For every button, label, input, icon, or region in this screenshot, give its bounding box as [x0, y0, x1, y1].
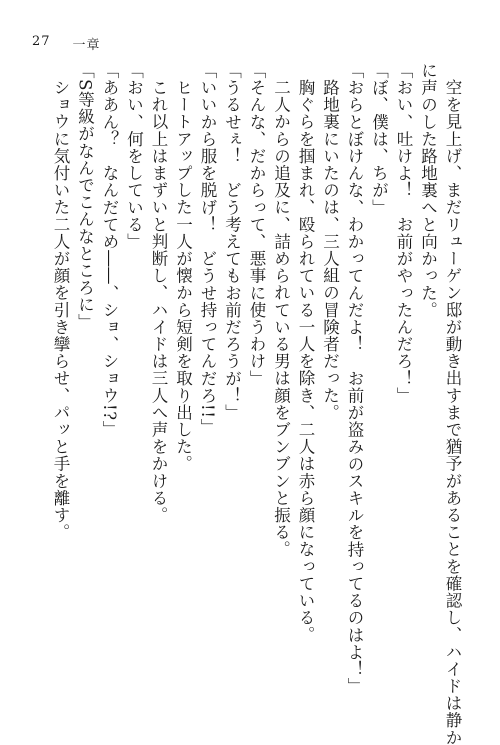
text-line: 「おらとぼけんな、わかってんだよ！ お前が盗みのスキルを持ってるのはよ！」	[345, 62, 364, 695]
text-line: 二人からの追及に、詰められている男は顔をブンブンと振る。	[271, 78, 291, 558]
text-line: 空を見上げ、まだリューゲン邸が動き出すまで猶予があることを確認し、ハイドは静か	[443, 78, 462, 745]
page-number: 27	[32, 34, 51, 49]
text-line: これ以上はまずいと判断し、ハイドは三人へ声をかける。	[149, 78, 168, 524]
text-line: 「おい、何をしている」	[124, 62, 144, 251]
text-line: 路地裏にいたのは、三人組の冒険者だった。	[320, 78, 340, 421]
text-line: 「ああん？ なんだてめ――、ショ、ショウ!?」	[100, 62, 119, 438]
text-line: ヒートアップした一人が懐から短剣を取り出した。	[173, 78, 193, 472]
page-header	[32, 34, 101, 53]
text-line: 「S等級がなんでこんなところに」	[75, 62, 95, 331]
text-line: ショウに気付いた二人が顔を引き攣らせ、パッと手を離す。	[51, 78, 70, 541]
text-line: 「ぼ、僕は、ちが」	[369, 62, 389, 216]
text-line: 胸ぐらを掴まれ、殴られている一人を除き、二人は赤ら顔になっている。	[296, 78, 315, 643]
text-line: 「そんな、だからって、悪事に使うわけ」	[247, 62, 266, 387]
text-line: 「おい、吐けよ！ お前がやったんだろ！」	[394, 62, 413, 404]
text-line: 「いいから服を脱げ！ どうせ持ってんだろ!!」	[198, 62, 217, 436]
chapter-title: 一章	[72, 38, 101, 53]
text-line: に声のした路地裏へと向かった。	[418, 62, 438, 319]
text-line: 「うるせぇ！ どう考えてもお前だろうが！」	[222, 62, 242, 422]
body-text	[48, 62, 465, 745]
